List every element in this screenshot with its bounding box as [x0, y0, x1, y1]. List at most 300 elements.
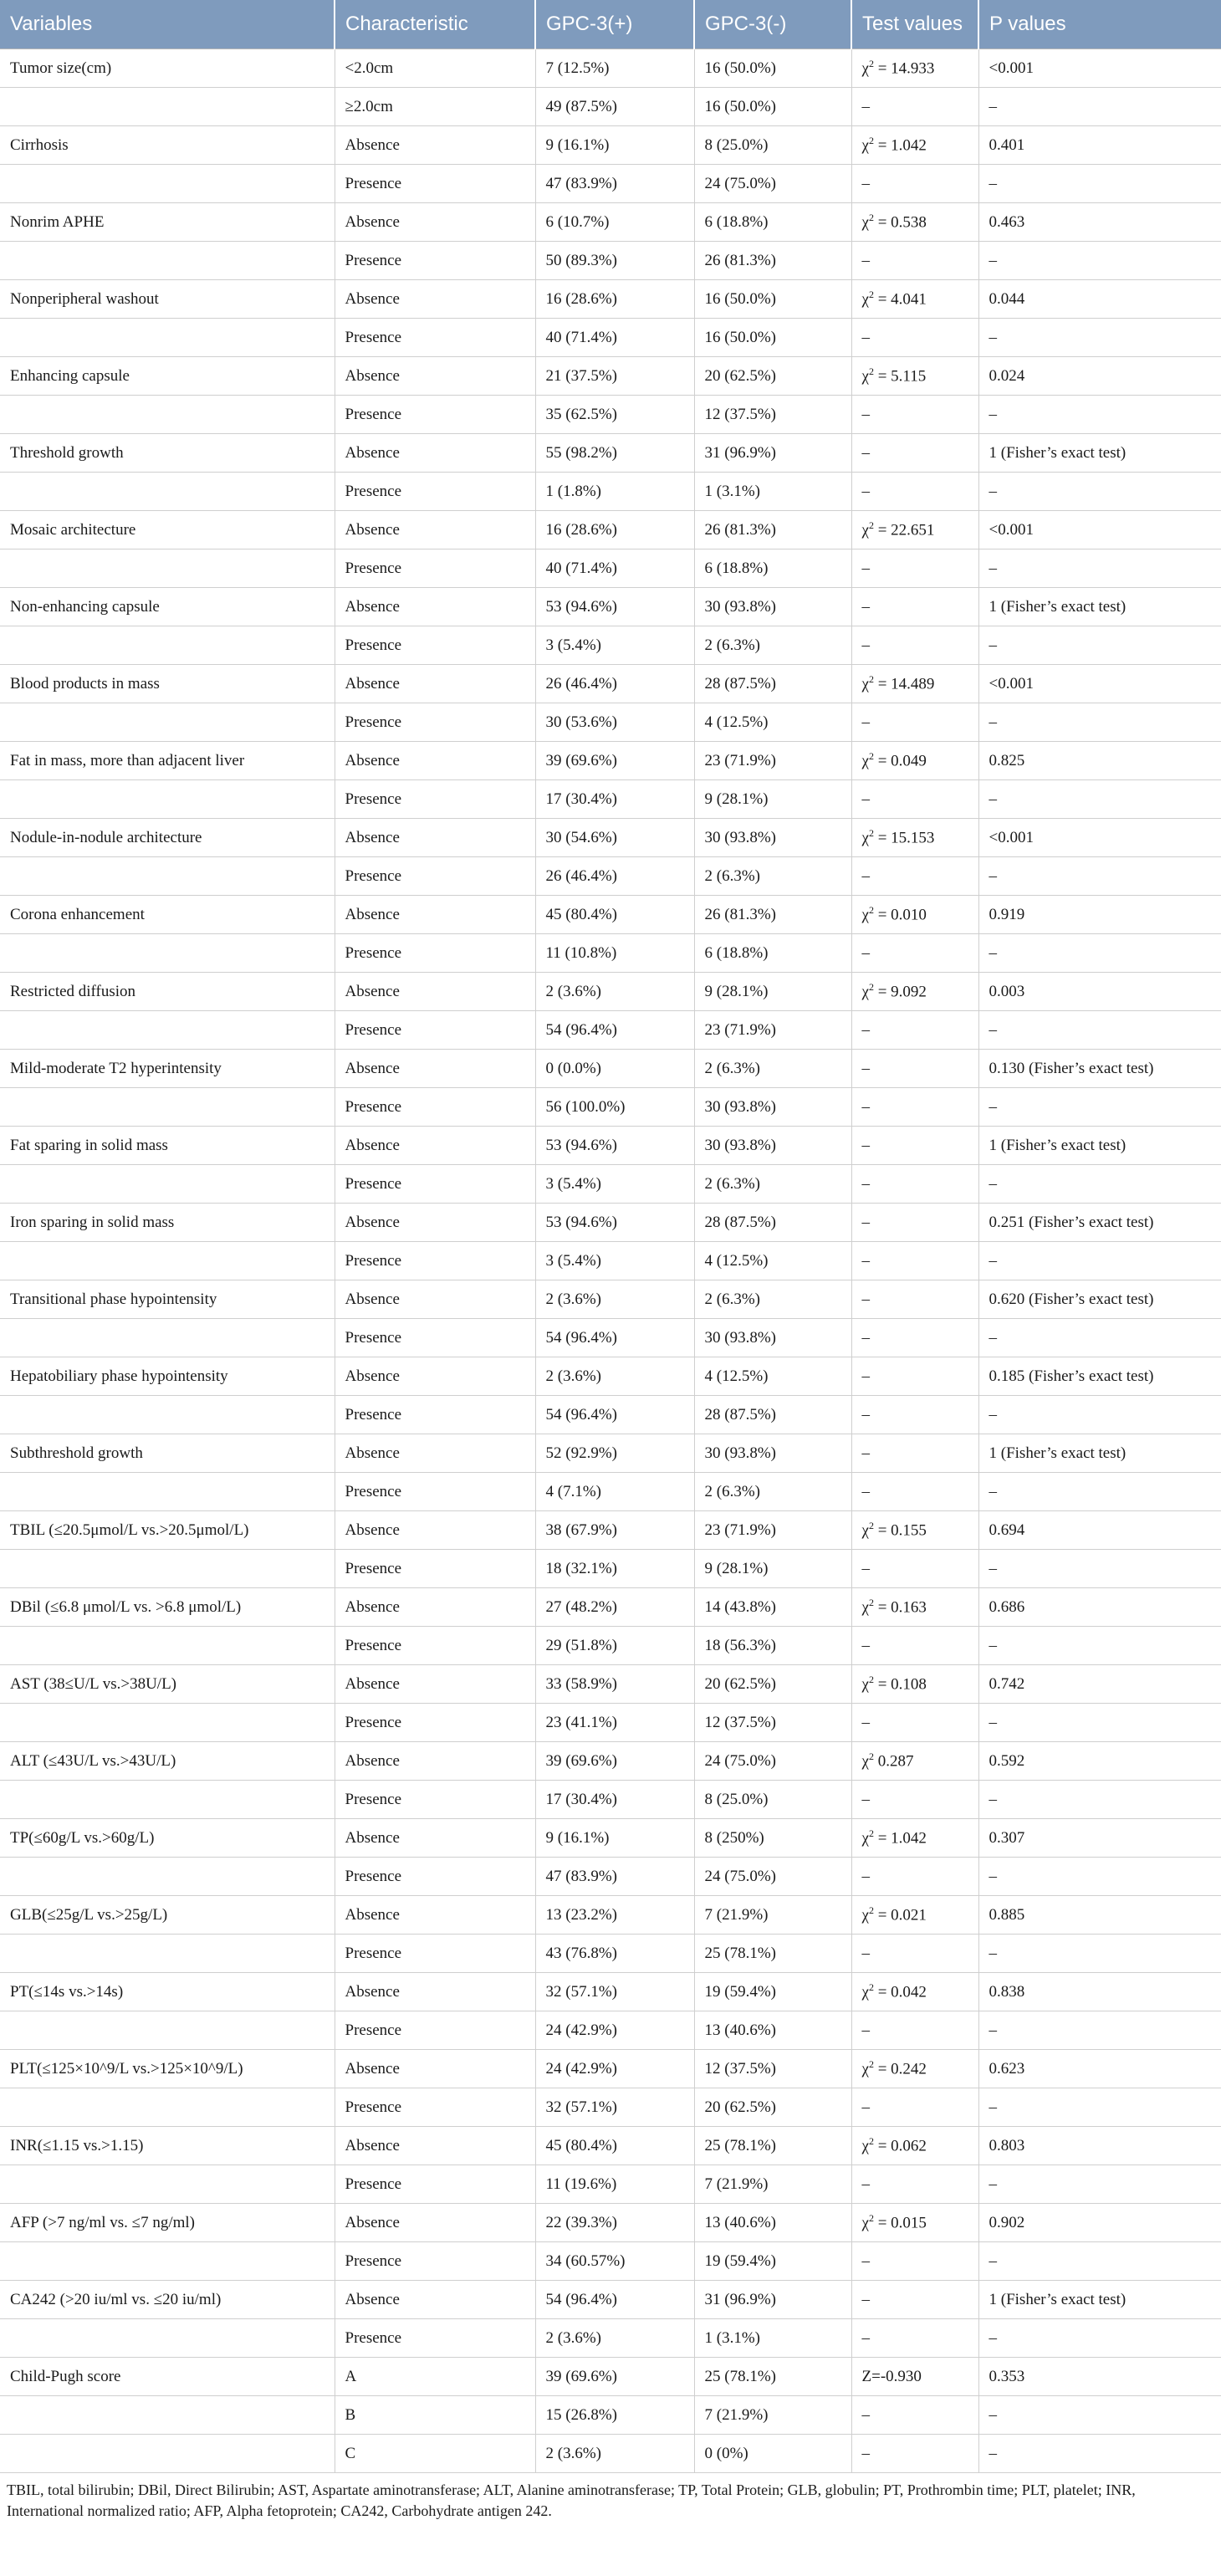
gpc3-positive-cell: 47 (83.9%) [535, 165, 694, 203]
p-value-cell: 0.307 [978, 1819, 1221, 1858]
table-footnote: TBIL, total bilirubin; DBil, Direct Bilirubin; AST, Aspartate aminotransferase; ALT, Alanine aminotransferase; TP, Total Protein; GLB, globulin; PT, Prothrombin time; PLT, platelet; INR, International normalized ratio; AFP, Alpha fetoprotein; CA242, Carbohydrate antigen 242. [7, 2481, 1136, 2519]
table-row [0, 1204, 1221, 1242]
gpc3-negative-cell: 28 (87.5%) [694, 665, 851, 703]
p-value-cell: 0.919 [978, 896, 1221, 934]
characteristic-cell: Presence [335, 319, 535, 357]
test-value-cell: – [851, 1165, 978, 1204]
characteristic-cell: B [335, 2396, 535, 2435]
variable-cell [0, 1473, 335, 1511]
characteristic-cell: Absence [335, 511, 535, 549]
p-value-cell: 0.044 [978, 280, 1221, 319]
test-value-cell: – [851, 1550, 978, 1588]
gpc3-negative-cell: 23 (71.9%) [694, 1011, 851, 1050]
table-row [0, 2204, 1221, 2242]
gpc3-negative-cell: 19 (59.4%) [694, 1973, 851, 2011]
table-row [0, 2050, 1221, 2088]
test-value-cell: Z=-0.930 [851, 2358, 978, 2396]
test-value-cell: $\chi^2 = 0.010$ [851, 896, 978, 934]
p-value-cell: – [978, 2242, 1221, 2281]
p-value-cell: 0.885 [978, 1896, 1221, 1935]
table-row [0, 2319, 1221, 2358]
test-value-cell: $\chi^2 = 0.242$ [851, 2050, 978, 2088]
test-value-cell: – [851, 2435, 978, 2473]
gpc3-negative-cell: 26 (81.3%) [694, 896, 851, 934]
variable-cell: ALT (≤43U/L vs.>43U/L) [0, 1742, 335, 1781]
test-value-cell: $\chi^2 = 0.108$ [851, 1665, 978, 1704]
p-value-cell: – [978, 549, 1221, 588]
characteristic-cell: Presence [335, 549, 535, 588]
test-value-cell: – [851, 1627, 978, 1665]
gpc3-positive-cell: 24 (42.9%) [535, 2011, 694, 2050]
test-value-cell: $\chi^2 = 0.021$ [851, 1896, 978, 1935]
p-value-cell: – [978, 857, 1221, 896]
table-row [0, 1935, 1221, 1973]
test-value-cell: $\chi^2 = 15.153$ [851, 819, 978, 857]
test-value-cell: – [851, 1242, 978, 1280]
variable-cell: Non-enhancing capsule [0, 588, 335, 626]
table-row [0, 1665, 1221, 1704]
gpc3-positive-cell: 21 (37.5%) [535, 357, 694, 396]
p-value-cell: 0.003 [978, 973, 1221, 1011]
characteristic-cell: Absence [335, 1819, 535, 1858]
test-value-cell: – [851, 1127, 978, 1165]
p-value-cell: – [978, 2319, 1221, 2358]
characteristic-cell: Absence [335, 819, 535, 857]
test-value-cell: – [851, 1473, 978, 1511]
table-row [0, 88, 1221, 126]
characteristic-cell: Presence [335, 2088, 535, 2127]
test-value-cell: $\chi^2 = 0.062$ [851, 2127, 978, 2165]
p-value-cell: 0.620 (Fisher’s exact test) [978, 1280, 1221, 1319]
variable-cell [0, 1242, 335, 1280]
variable-cell: Restricted diffusion [0, 973, 335, 1011]
variable-cell: Threshold growth [0, 434, 335, 473]
test-value-cell: $\chi^2 = 0.015$ [851, 2204, 978, 2242]
p-value-cell: – [978, 1781, 1221, 1819]
table-row [0, 1473, 1221, 1511]
table-row [0, 1127, 1221, 1165]
test-value-cell: $\chi^2 = 0.163$ [851, 1588, 978, 1627]
gpc3-negative-cell: 24 (75.0%) [694, 165, 851, 203]
test-value-cell: – [851, 242, 978, 280]
p-value-cell: – [978, 1319, 1221, 1357]
gpc3-negative-cell: 16 (50.0%) [694, 88, 851, 126]
table-row [0, 2242, 1221, 2281]
p-value-cell: – [978, 165, 1221, 203]
test-value-cell: – [851, 588, 978, 626]
header-characteristic: Characteristic [335, 0, 535, 49]
gpc3-negative-cell: 1 (3.1%) [694, 473, 851, 511]
variable-cell: Transitional phase hypointensity [0, 1280, 335, 1319]
header-variables: Variables [0, 0, 335, 49]
gpc3-negative-cell: 26 (81.3%) [694, 511, 851, 549]
variable-cell [0, 396, 335, 434]
table-row [0, 780, 1221, 819]
variable-cell [0, 1935, 335, 1973]
characteristic-cell: Absence [335, 1742, 535, 1781]
characteristic-cell: Absence [335, 1434, 535, 1473]
table-row [0, 126, 1221, 165]
gpc3-negative-cell: 8 (250%) [694, 1819, 851, 1858]
test-value-cell: – [851, 2165, 978, 2204]
gpc3-negative-cell: 28 (87.5%) [694, 1204, 851, 1242]
gpc3-negative-cell: 6 (18.8%) [694, 203, 851, 242]
gpc3-positive-cell: 16 (28.6%) [535, 511, 694, 549]
p-value-cell: <0.001 [978, 511, 1221, 549]
p-value-cell: – [978, 1704, 1221, 1742]
gpc3-negative-cell: 2 (6.3%) [694, 1165, 851, 1204]
table-row [0, 1280, 1221, 1319]
gpc3-negative-cell: 23 (71.9%) [694, 1511, 851, 1550]
characteristic-cell: Absence [335, 2281, 535, 2319]
variable-cell [0, 1781, 335, 1819]
gpc3-negative-cell: 2 (6.3%) [694, 1473, 851, 1511]
variable-cell [0, 2319, 335, 2358]
p-value-cell: 0.742 [978, 1665, 1221, 1704]
table-row [0, 357, 1221, 396]
characteristic-cell: Absence [335, 2050, 535, 2088]
gpc3-negative-cell: 7 (21.9%) [694, 2165, 851, 2204]
table-row [0, 165, 1221, 203]
gpc3-positive-cell: 32 (57.1%) [535, 2088, 694, 2127]
gpc3-positive-cell: 54 (96.4%) [535, 1319, 694, 1357]
characteristic-cell: C [335, 2435, 535, 2473]
table-row [0, 1896, 1221, 1935]
variable-cell [0, 703, 335, 742]
gpc3-negative-cell: 14 (43.8%) [694, 1588, 851, 1627]
gpc3-negative-cell: 2 (6.3%) [694, 1050, 851, 1088]
gpc3-negative-cell: 25 (78.1%) [694, 2127, 851, 2165]
table-row [0, 819, 1221, 857]
variable-cell [0, 2242, 335, 2281]
characteristic-cell: Presence [335, 1627, 535, 1665]
table-row [0, 203, 1221, 242]
table-row [0, 549, 1221, 588]
test-value-cell: – [851, 626, 978, 665]
table-row [0, 434, 1221, 473]
table-row [0, 626, 1221, 665]
p-value-cell: <0.001 [978, 49, 1221, 88]
gpc3-negative-cell: 26 (81.3%) [694, 242, 851, 280]
variable-cell: Cirrhosis [0, 126, 335, 165]
p-value-cell: <0.001 [978, 819, 1221, 857]
p-value-cell: 0.592 [978, 1742, 1221, 1781]
variable-cell: PT(≤14s vs.>14s) [0, 1973, 335, 2011]
gpc3-negative-cell: 2 (6.3%) [694, 857, 851, 896]
header-row [0, 0, 1221, 49]
test-value-cell: – [851, 2396, 978, 2435]
variable-cell: Blood products in mass [0, 665, 335, 703]
characteristic-cell: Presence [335, 2319, 535, 2358]
table-body [0, 49, 1221, 2473]
p-value-cell: 0.463 [978, 203, 1221, 242]
table-row [0, 2088, 1221, 2127]
variable-cell [0, 934, 335, 973]
table-row [0, 1627, 1221, 1665]
gpc3-positive-cell: 1 (1.8%) [535, 473, 694, 511]
characteristic-cell: Absence [335, 203, 535, 242]
test-value-cell: $\chi^2$ 0.287 [851, 1742, 978, 1781]
table-row [0, 1088, 1221, 1127]
gpc3-negative-cell: 16 (50.0%) [694, 49, 851, 88]
test-value-cell: $\chi^2 = 9.092$ [851, 973, 978, 1011]
test-value-cell: $\chi^2 = 14.489$ [851, 665, 978, 703]
variable-cell [0, 780, 335, 819]
gpc3-negative-cell: 25 (78.1%) [694, 2358, 851, 2396]
gpc3-positive-cell: 2 (3.6%) [535, 2435, 694, 2473]
p-value-cell: 0.251 (Fisher’s exact test) [978, 1204, 1221, 1242]
variable-cell [0, 1704, 335, 1742]
table-row [0, 1011, 1221, 1050]
header-test-values: Test values [851, 0, 978, 49]
variable-cell [0, 2396, 335, 2435]
variable-cell [0, 165, 335, 203]
test-value-cell: – [851, 1280, 978, 1319]
gpc3-positive-cell: 29 (51.8%) [535, 1627, 694, 1665]
p-value-cell: – [978, 2088, 1221, 2127]
characteristic-cell: <2.0cm [335, 49, 535, 88]
p-value-cell: – [978, 396, 1221, 434]
characteristic-cell: Presence [335, 857, 535, 896]
p-value-cell: 0.902 [978, 2204, 1221, 2242]
p-value-cell: 1 (Fisher’s exact test) [978, 588, 1221, 626]
gpc3-positive-cell: 2 (3.6%) [535, 973, 694, 1011]
characteristic-cell: Presence [335, 2165, 535, 2204]
table-row [0, 1704, 1221, 1742]
gpc3-negative-cell: 30 (93.8%) [694, 1319, 851, 1357]
p-value-cell: – [978, 1473, 1221, 1511]
table-row [0, 1781, 1221, 1819]
p-value-cell: – [978, 1858, 1221, 1896]
p-value-cell: – [978, 319, 1221, 357]
gpc3-positive-cell: 40 (71.4%) [535, 319, 694, 357]
gpc3-positive-cell: 55 (98.2%) [535, 434, 694, 473]
test-value-cell: – [851, 2088, 978, 2127]
gpc3-negative-cell: 30 (93.8%) [694, 1088, 851, 1127]
table-row [0, 1319, 1221, 1357]
test-value-cell: – [851, 1396, 978, 1434]
characteristic-cell: Presence [335, 165, 535, 203]
gpc3-positive-cell: 2 (3.6%) [535, 1357, 694, 1396]
table-row [0, 1434, 1221, 1473]
gpc3-positive-cell: 23 (41.1%) [535, 1704, 694, 1742]
variable-cell: Mild-moderate T2 hyperintensity [0, 1050, 335, 1088]
characteristic-cell: Presence [335, 1935, 535, 1973]
variable-cell [0, 473, 335, 511]
table-row [0, 2011, 1221, 2050]
p-value-cell: – [978, 2435, 1221, 2473]
characteristic-cell: Absence [335, 665, 535, 703]
gpc3-positive-cell: 45 (80.4%) [535, 2127, 694, 2165]
gpc3-negative-cell: 2 (6.3%) [694, 626, 851, 665]
gpc3-positive-cell: 9 (16.1%) [535, 1819, 694, 1858]
test-value-cell: – [851, 1858, 978, 1896]
gpc3-positive-cell: 16 (28.6%) [535, 280, 694, 319]
gpc3-positive-cell: 49 (87.5%) [535, 88, 694, 126]
gpc3-positive-cell: 40 (71.4%) [535, 549, 694, 588]
gpc3-negative-cell: 7 (21.9%) [694, 1896, 851, 1935]
characteristic-cell: Presence [335, 934, 535, 973]
gpc3-negative-cell: 20 (62.5%) [694, 1665, 851, 1704]
test-value-cell: – [851, 319, 978, 357]
gpc3-positive-cell: 6 (10.7%) [535, 203, 694, 242]
gpc3-negative-cell: 18 (56.3%) [694, 1627, 851, 1665]
gpc3-negative-cell: 6 (18.8%) [694, 549, 851, 588]
gpc3-negative-cell: 23 (71.9%) [694, 742, 851, 780]
p-value-cell: – [978, 1088, 1221, 1127]
p-value-cell: 0.185 (Fisher’s exact test) [978, 1357, 1221, 1396]
table-row [0, 2358, 1221, 2396]
gpc3-positive-cell: 54 (96.4%) [535, 1396, 694, 1434]
gpc3-negative-cell: 13 (40.6%) [694, 2204, 851, 2242]
variable-cell [0, 626, 335, 665]
test-value-cell: – [851, 934, 978, 973]
characteristic-cell: Absence [335, 1973, 535, 2011]
characteristic-cell: Absence [335, 1357, 535, 1396]
test-value-cell: $\chi^2 = 22.651$ [851, 511, 978, 549]
variable-cell: Fat in mass, more than adjacent liver [0, 742, 335, 780]
gpc3-negative-cell: 12 (37.5%) [694, 396, 851, 434]
characteristic-cell: Absence [335, 126, 535, 165]
test-value-cell: $\chi^2 = 0.049$ [851, 742, 978, 780]
p-value-cell: 0.686 [978, 1588, 1221, 1627]
gpc3-positive-cell: 54 (96.4%) [535, 1011, 694, 1050]
gpc3-positive-cell: 22 (39.3%) [535, 2204, 694, 2242]
gpc3-positive-cell: 11 (10.8%) [535, 934, 694, 973]
characteristic-cell: Presence [335, 703, 535, 742]
gpc3-positive-cell: 33 (58.9%) [535, 1665, 694, 1704]
variable-cell: Child-Pugh score [0, 2358, 335, 2396]
gpc3-positive-cell: 53 (94.6%) [535, 1127, 694, 1165]
gpc3-negative-cell: 28 (87.5%) [694, 1396, 851, 1434]
characteristic-cell: Absence [335, 2127, 535, 2165]
characteristic-cell: Absence [335, 896, 535, 934]
gpc3-positive-cell: 11 (19.6%) [535, 2165, 694, 2204]
variable-cell: Corona enhancement [0, 896, 335, 934]
test-value-cell: – [851, 473, 978, 511]
header-gpc3-positive: GPC-3(+) [535, 0, 694, 49]
test-value-cell: $\chi^2 = 0.538$ [851, 203, 978, 242]
characteristic-cell: Absence [335, 1127, 535, 1165]
table-row [0, 1858, 1221, 1896]
variable-cell: Nonperipheral washout [0, 280, 335, 319]
table-row [0, 588, 1221, 626]
header-gpc3-negative: GPC-3(-) [694, 0, 851, 49]
gpc3-negative-cell: 19 (59.4%) [694, 2242, 851, 2281]
p-value-cell: 0.623 [978, 2050, 1221, 2088]
p-value-cell: 0.401 [978, 126, 1221, 165]
table-row [0, 49, 1221, 88]
variable-cell: TP(≤60g/L vs.>60g/L) [0, 1819, 335, 1858]
p-value-cell: – [978, 1627, 1221, 1665]
p-value-cell: <0.001 [978, 665, 1221, 703]
table-row [0, 242, 1221, 280]
gpc3-positive-cell: 30 (53.6%) [535, 703, 694, 742]
p-value-cell: 0.353 [978, 2358, 1221, 2396]
table-row [0, 1242, 1221, 1280]
table-row [0, 973, 1221, 1011]
test-value-cell: – [851, 2319, 978, 2358]
characteristic-cell: Absence [335, 1896, 535, 1935]
test-value-cell: – [851, 2281, 978, 2319]
variable-cell: Nodule-in-nodule architecture [0, 819, 335, 857]
test-value-cell: – [851, 703, 978, 742]
characteristic-cell: Absence [335, 1204, 535, 1242]
test-value-cell: $\chi^2 = 1.042$ [851, 1819, 978, 1858]
gpc3-positive-cell: 2 (3.6%) [535, 2319, 694, 2358]
gpc3-negative-cell: 4 (12.5%) [694, 1242, 851, 1280]
gpc3-negative-cell: 25 (78.1%) [694, 1935, 851, 1973]
test-value-cell: – [851, 1935, 978, 1973]
variable-cell: PLT(≤125×10^9/L vs.>125×10^9/L) [0, 2050, 335, 2088]
variable-cell [0, 2435, 335, 2473]
gpc3-positive-cell: 13 (23.2%) [535, 1896, 694, 1935]
variable-cell: INR(≤1.15 vs.>1.15) [0, 2127, 335, 2165]
characteristic-cell: ≥2.0cm [335, 88, 535, 126]
characteristic-cell: Presence [335, 1011, 535, 1050]
gpc3-positive-cell: 17 (30.4%) [535, 1781, 694, 1819]
variable-cell [0, 2011, 335, 2050]
characteristic-cell: Presence [335, 2011, 535, 2050]
p-value-cell: – [978, 1011, 1221, 1050]
gpc3-negative-cell: 0 (0%) [694, 2435, 851, 2473]
gpc3-positive-cell: 3 (5.4%) [535, 1242, 694, 1280]
p-value-cell: 0.694 [978, 1511, 1221, 1550]
gpc3-positive-cell: 54 (96.4%) [535, 2281, 694, 2319]
p-value-cell: 0.803 [978, 2127, 1221, 2165]
test-value-cell: $\chi^2 = 1.042$ [851, 126, 978, 165]
gpc3-positive-cell: 30 (54.6%) [535, 819, 694, 857]
variable-cell: Tumor size(cm) [0, 49, 335, 88]
p-value-cell: – [978, 1242, 1221, 1280]
p-value-cell: – [978, 780, 1221, 819]
characteristic-cell: Presence [335, 1550, 535, 1588]
table-row [0, 1550, 1221, 1588]
table-row [0, 703, 1221, 742]
characteristic-cell: Presence [335, 396, 535, 434]
characteristic-cell: Absence [335, 1511, 535, 1550]
p-value-cell: 1 (Fisher’s exact test) [978, 1434, 1221, 1473]
table-row [0, 1357, 1221, 1396]
gpc3-positive-cell: 56 (100.0%) [535, 1088, 694, 1127]
variable-cell: GLB(≤25g/L vs.>25g/L) [0, 1896, 335, 1935]
gpc3-positive-cell: 26 (46.4%) [535, 857, 694, 896]
table-row [0, 1973, 1221, 2011]
test-value-cell: $\chi^2 = 0.042$ [851, 1973, 978, 2011]
characteristic-cell: Presence [335, 1319, 535, 1357]
test-value-cell: – [851, 1781, 978, 1819]
gpc3-negative-cell: 20 (62.5%) [694, 2088, 851, 2127]
variable-cell [0, 549, 335, 588]
p-value-cell: – [978, 2011, 1221, 2050]
gpc3-negative-cell: 30 (93.8%) [694, 588, 851, 626]
gpc3-positive-cell: 9 (16.1%) [535, 126, 694, 165]
characteristic-cell: Absence [335, 1050, 535, 1088]
gpc3-positive-cell: 53 (94.6%) [535, 1204, 694, 1242]
variable-cell: DBil (≤6.8 μmol/L vs. >6.8 μmol/L) [0, 1588, 335, 1627]
gpc3-positive-cell: 4 (7.1%) [535, 1473, 694, 1511]
p-value-cell: – [978, 1935, 1221, 1973]
p-value-cell: 0.024 [978, 357, 1221, 396]
characteristic-cell: A [335, 2358, 535, 2396]
characteristic-cell: Absence [335, 2204, 535, 2242]
table-row [0, 473, 1221, 511]
table-row [0, 1819, 1221, 1858]
variable-cell [0, 1627, 335, 1665]
test-value-cell: – [851, 88, 978, 126]
gpc3-negative-cell: 6 (18.8%) [694, 934, 851, 973]
gpc3-positive-cell: 27 (48.2%) [535, 1588, 694, 1627]
